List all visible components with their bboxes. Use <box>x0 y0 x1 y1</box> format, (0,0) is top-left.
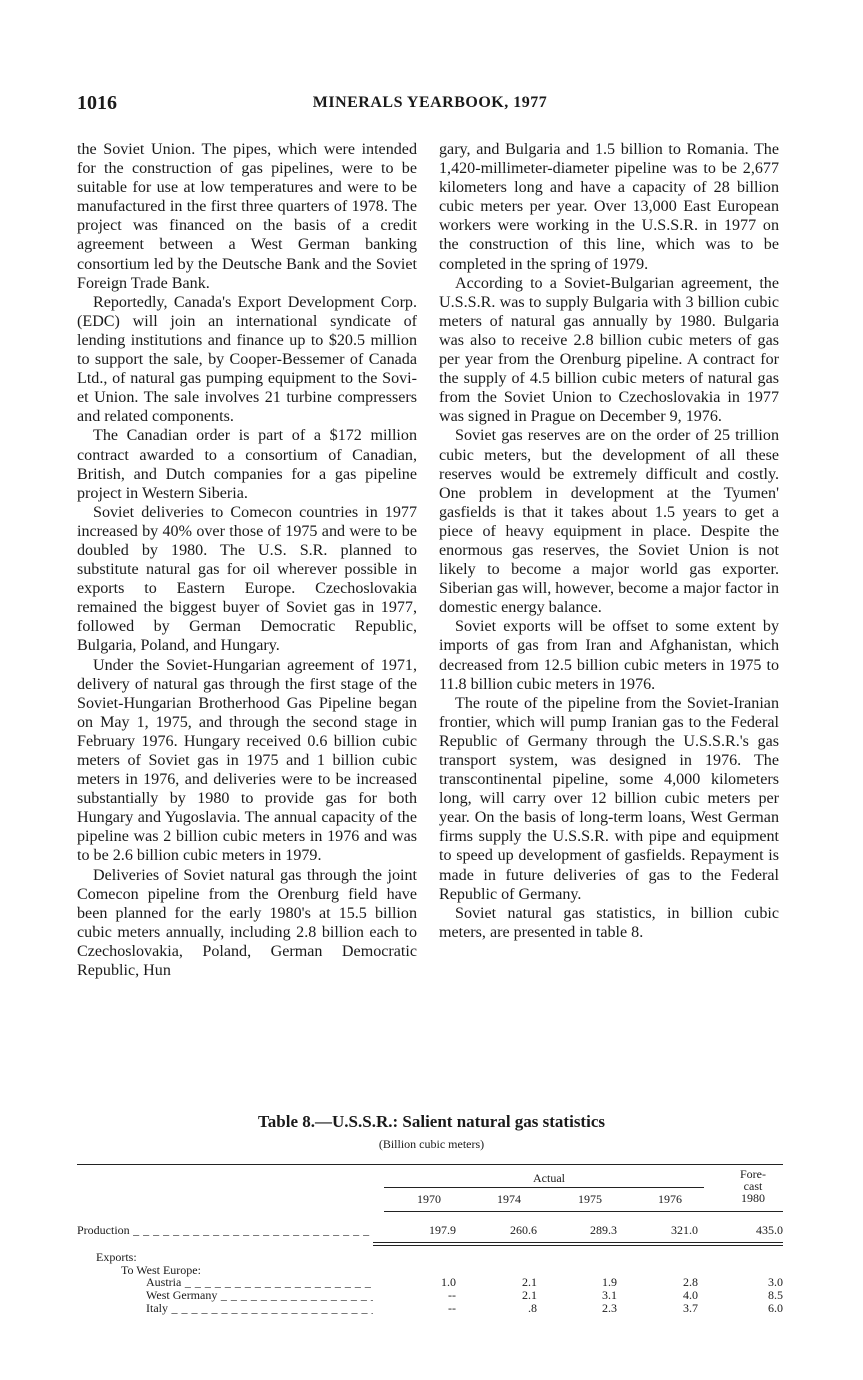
cell-value: 2.1 <box>522 1275 537 1289</box>
paragraph: Soviet deliveries to Comecon countries in 1977 increased by 40% over those of 1975 and were to be doubled by 1980. The U.S. S.R. planned to substitute natural gas for oil wherever possible in exports to Eastern Europe. Czechoslovakia remained the biggest buyer of Soviet gas in 1977, followed by German Democratic Republic, Bulgaria, Poland, and Hungary. <box>77 503 417 655</box>
row-label-production: Production _ _ _ <box>77 1223 373 1237</box>
cell-value: 435.0 <box>756 1223 783 1237</box>
production-rule-2 <box>373 1245 783 1246</box>
cell-value: 3.1 <box>602 1288 617 1302</box>
header-bottom-rule <box>384 1211 783 1212</box>
paragraph: Deliveries of Soviet natural gas through the joint Comecon pipeline from the Orenburg field have been planned for the early 1980's at 15.5 billion cubic meters annually, including 2.8 billion each to Czechoslovakia, Poland, German Democratic Republic, Hun <box>77 866 417 980</box>
west-europe-label: To West Europe: <box>121 1263 201 1277</box>
cell-value: .8 <box>528 1301 537 1315</box>
year-header: 1970 <box>417 1192 441 1206</box>
table-subtitle: (Billion cubic meters) <box>378 1137 485 1151</box>
paragraph: The Canadian order is part of a $172 million contract awarded to a consortium of Canadian, British, and Dutch companies for a gas pipeline project in Western Siberia. <box>77 427 417 502</box>
cell-value: 321.0 <box>671 1223 698 1237</box>
paragraph: Under the Soviet-Hungarian agreement of 1971, delivery of natural gas through the first stage of the Soviet-Hungarian Brotherhood Gas Pipeline began on May 1, 1975, and through the second stage in February 1976. Hungary received 0.6 billion cubic meters of Soviet gas in 1975 and 1 billion cubic meters in 1976, and deliveries were to be increased substantially by 1980 to provide gas for both Hungary and Yugoslavia. The annual capacity of the pipeline was 2 billion cubic meters in 1976 and was to be 2.6 billion cubic meters in 1979. <box>77 656 417 865</box>
cell-value: -- <box>448 1288 456 1302</box>
cell-value: 3.0 <box>768 1275 783 1289</box>
page-number: 1016 <box>77 92 117 114</box>
row-label-austria: Austria _ _ _ <box>146 1275 373 1289</box>
forecast-header-2: cast <box>743 1179 763 1193</box>
actual-underline <box>384 1187 704 1188</box>
running-title: MINERALS YEARBOOK, 1977 <box>312 94 548 111</box>
paragraph: The route of the pipeline from the Soviet-Iranian frontier, which will pump Iranian gas to the Federal Republic of Germany through the U.S.S.R.'s gas transport system, was designed in 1976. The transcontinental pipeline, some 4,000 kilometers long, will carry over 12 billion cubic meters per year. On the basis of long-term loans, West German firms supply the U.S.S.R. with pipe and equipment to speed up development of gasfields. Repayment is made in future deliveries of gas to the Federal Republic of Germany. <box>439 694 779 903</box>
cell-value: 2.1 <box>522 1288 537 1302</box>
cell-value: 2.3 <box>602 1301 617 1315</box>
cell-value: 1.9 <box>602 1275 617 1289</box>
cell-value: 4.0 <box>683 1288 698 1302</box>
left-column <box>77 140 417 980</box>
paragraph: Soviet natural gas statistics, in billion cubic meters, are presented in table 8. <box>439 904 779 941</box>
paragraph: Soviet gas reserves are on the order of 25 trillion cubic meters, but the development of all these reserves would be extremely difficult and costly. One problem in development at the Tyumen' gasfields is that it takes about 1.5 years to get a piece of heavy equipment in place. Despite the enormous gas reserves, the Soviet Union is not likely to become a major world gas exporter. Siberian gas will, however, become a major factor in domestic energy balance. <box>439 427 779 617</box>
forecast-header-3: 1980 <box>741 1191 765 1205</box>
exports-label: Exports: <box>96 1250 137 1264</box>
cell-value: -- <box>448 1301 456 1315</box>
cell-value: 3.7 <box>683 1301 698 1315</box>
year-header: 1974 <box>497 1192 521 1206</box>
paragraph: According to a Soviet-Bulgarian agreement, the U.S.S.R. was to supply Bulgaria with 3 billion cubic meters of natural gas annually by 1980. Bulgaria was also to receive 2.8 billion cubic meters of gas per year from the Orenburg pipeline. A contract for the supply of 4.5 billion cubic meters of natural gas from the Soviet Union to Czechoslovakia in 1977 was signed in Prague on December 9, 1976. <box>439 274 779 426</box>
cell-value: 8.5 <box>768 1288 783 1302</box>
table-title: Table 8.—U.S.S.R.: Salient natural gas statistics <box>258 1112 605 1131</box>
cell-value: 1.0 <box>441 1275 456 1289</box>
cell-value: 2.8 <box>683 1275 698 1289</box>
cell-value: 6.0 <box>768 1301 783 1315</box>
paragraph: Reportedly, Canada's Export Development Corp. (EDC) will join an international syndicate of lending institutions and finance up to $20.5 million to support the sale, by Cooper-Bessemer of Canada Ltd., of natural gas pumping equipment to the Soviet Union. The sale involves 21 turbine compressers and related components. <box>77 293 417 426</box>
page-header <box>77 92 783 116</box>
year-header: 1975 <box>578 1192 602 1206</box>
table-top-rule <box>77 1164 783 1165</box>
cell-value: 197.9 <box>429 1223 456 1237</box>
forecast-header-1: Fore- <box>740 1167 766 1181</box>
production-rule-1 <box>373 1242 783 1243</box>
row-label-west-germany: West Germany _ _ _ <box>146 1288 373 1302</box>
right-column <box>439 140 779 942</box>
paragraph: the Soviet Union. The pipes, which were intended for the construction of gas pipelines, were to be suitable for use at low temperatures and were to be manufactured in the first three quarters of 1978. The project was financed on the basis of a credit agreement between a West German banking consortium led by the Deutsche Bank and the Soviet Foreign Trade Bank. <box>77 141 417 292</box>
paragraph: Soviet exports will be offset to some extent by imports of gas from Iran and Afghanistan, which decreased from 12.5 billion cubic meters in 1975 to 11.8 billion cubic meters in 1976. <box>439 618 779 693</box>
actual-header: Actual <box>533 1171 565 1185</box>
row-label-italy: Italy _ _ _ <box>146 1301 373 1315</box>
year-header: 1976 <box>658 1192 682 1206</box>
cell-value: 289.3 <box>590 1223 617 1237</box>
cell-value: 260.6 <box>510 1223 537 1237</box>
paragraph: gary, and Bulgaria and 1.5 billion to Romania. The 1,420-millimeter-diameter pipeline was to be 2,677 kilometers long and have a capacity of 28 billion cubic meters per year. Over 13,000 East European workers were working in the U.S.S.R. in 1977 on the construction of this line, which was to be completed in the spring of 1979. <box>439 141 779 273</box>
